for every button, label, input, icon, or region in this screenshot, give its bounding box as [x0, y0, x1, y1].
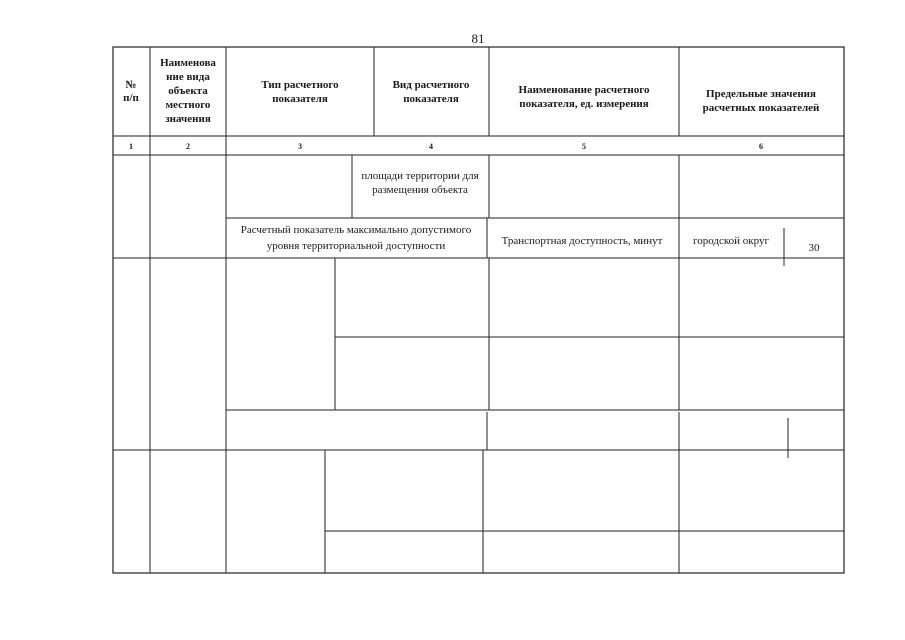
page-number: 81	[471, 31, 485, 46]
first-row-name: Транспортная доступность, минут	[501, 235, 663, 247]
header-col3-line2: показателя	[272, 93, 328, 105]
column-number-5: 5	[582, 142, 586, 151]
column-number-6: 6	[759, 142, 763, 151]
header-cell-4	[374, 47, 489, 136]
header-col2-line3: объекта	[168, 85, 208, 97]
header-cell-3	[226, 47, 374, 136]
header-col2-line1: Наименова	[160, 57, 216, 69]
first-row-limit-label: городской округ	[692, 235, 770, 247]
header-col1-line2: п/п	[123, 92, 139, 104]
header-col4-line1: Вид расчетного	[392, 79, 470, 91]
header-col6-line1: Предельные значения	[706, 88, 816, 100]
header-col2-line5: значения	[165, 113, 211, 125]
column-number-2: 2	[186, 142, 190, 151]
first-row-type-line1: Расчетный показатель максимально допустимого	[240, 224, 472, 236]
continuation-vid-line2: размещения объекта	[372, 184, 468, 196]
header-col6-line2: расчетных показателей	[702, 102, 820, 114]
header-col2-line4: местного	[165, 99, 211, 111]
first-row-limit-value: 30	[808, 242, 820, 254]
header-col5-line1: Наименование расчетного	[518, 84, 650, 96]
column-number-1: 1	[129, 142, 133, 151]
header-col5-line2: показателя, ед. измерения	[519, 98, 649, 110]
header-col1-line1: №	[125, 79, 137, 91]
first-row-type-line2: уровня территориальной доступности	[266, 240, 446, 252]
column-number-3: 3	[298, 142, 302, 151]
continuation-vid-line1: площади территории для	[361, 170, 479, 182]
header-col2-line2: ние вида	[166, 71, 210, 83]
table-outline	[113, 47, 844, 573]
header-col4-line2: показателя	[403, 93, 459, 105]
header-col3-line1: Тип расчетного	[261, 79, 339, 91]
column-number-4: 4	[429, 142, 433, 151]
